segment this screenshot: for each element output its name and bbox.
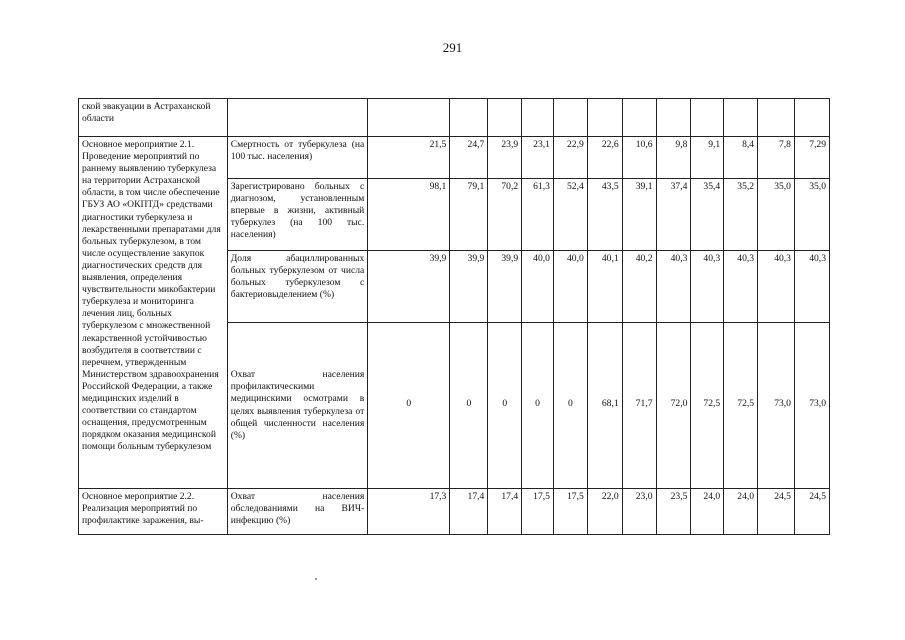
value-cell [522,99,554,137]
value-cell: 17,4 [488,489,522,535]
value-cell: 39,9 [368,251,450,323]
value-cell: 7,8 [758,137,795,179]
value-cell: 35,0 [758,179,795,251]
scan-speck [315,578,317,580]
value-cell: 40,0 [553,251,587,323]
value-cell: 22,9 [553,137,587,179]
value-cell: 23,0 [622,489,656,535]
value-cell: 24,0 [691,489,724,535]
value-cell: 8,4 [724,137,758,179]
value-cell: 73,0 [794,323,829,489]
value-cell: 24,5 [794,489,829,535]
indicator-table [78,98,830,535]
value-cell: 9,1 [691,137,724,179]
value-cell: 40,3 [758,251,795,323]
value-cell: 22,6 [587,137,622,179]
value-cell: 35,2 [724,179,758,251]
value-cell: 40,3 [656,251,691,323]
table-row [79,137,830,179]
indicator-cell [227,99,368,137]
indicator-cell: Зарегистрировано больных с диагнозом, установленным впервые в жизни, активный туберкулез (на 100 тыс. населения) [227,179,368,251]
value-cell: 0 [368,323,450,489]
value-cell [691,99,724,137]
value-cell [794,99,829,137]
value-cell: 0 [450,323,488,489]
value-cell: 40,3 [794,251,829,323]
indicator-cell: Доля абациллированных больных туберкулезом от числа больных туберкулезом с бактериовыделением (%) [227,251,368,323]
value-cell: 17,3 [368,489,450,535]
value-cell [553,99,587,137]
value-cell: 0 [553,323,587,489]
value-cell: 72,5 [724,323,758,489]
value-cell: 35,4 [691,179,724,251]
value-cell: 68,1 [587,323,622,489]
value-cell: 17,5 [522,489,554,535]
indicator-cell: Охват населения обследованиями на ВИЧ-инфекцию (%) [227,489,368,535]
value-cell: 39,9 [450,251,488,323]
value-cell: 10,6 [622,137,656,179]
value-cell: 72,5 [691,323,724,489]
value-cell: 39,9 [488,251,522,323]
value-cell: 72,0 [656,323,691,489]
value-cell [758,99,795,137]
value-cell [450,99,488,137]
table-row [79,99,830,137]
value-cell: 40,3 [724,251,758,323]
value-cell: 40,0 [522,251,554,323]
value-cell: 17,4 [450,489,488,535]
value-cell: 24,7 [450,137,488,179]
value-cell: 17,5 [553,489,587,535]
value-cell: 39,1 [622,179,656,251]
value-cell: 52,4 [553,179,587,251]
value-cell: 0 [522,323,554,489]
value-cell: 21,5 [368,137,450,179]
value-cell: 43,5 [587,179,622,251]
value-cell: 7,29 [794,137,829,179]
page-number: 291 [442,40,463,55]
table-row [79,489,830,535]
value-cell: 23,1 [522,137,554,179]
value-cell: 24,0 [724,489,758,535]
value-cell: 98,1 [368,179,450,251]
value-cell [656,99,691,137]
value-cell: 70,2 [488,179,522,251]
value-cell: 23,5 [656,489,691,535]
value-cell [488,99,522,137]
measure-cell: Основное мероприятие 2.2. Реализация мероприятий по профилактике заражения, вы- [79,489,228,535]
value-cell [724,99,758,137]
value-cell: 0 [488,323,522,489]
value-cell: 71,7 [622,323,656,489]
value-cell: 61,3 [522,179,554,251]
measure-cell: ской эвакуации в Астраханской области [79,99,228,137]
value-cell: 40,3 [691,251,724,323]
value-cell [368,99,450,137]
value-cell: 9,8 [656,137,691,179]
value-cell [587,99,622,137]
value-cell: 40,2 [622,251,656,323]
indicator-cell: Охват населения профилактическими медицинскими осмотрами в целях выявления туберкулеза от общей численности населения (%) [227,323,368,489]
value-cell: 37,4 [656,179,691,251]
value-cell [622,99,656,137]
value-cell: 23,9 [488,137,522,179]
measure-cell: Основное мероприятие 2.1. Проведение мероприятий по раннему выявлению туберкулеза на территории Астраханской области, в том числе обеспечение ГБУЗ АО «ОКПТД» средствами диагностики туберкулеза и лекарственными препаратами для больных туберкулезом, в том числе осуществление закупок диагностических средств для выявления, определения чувствительности микобактерии туберкулеза и мониторинга лечения лиц, больных туберкулезом с множественной лекарственной устойчивостью возбудителя в соответствии с перечнем, утвержденным Министерством здравоохранения Российской Федерации, а также медицинских изделий в соответствии со стандартом оснащения, предусмотренным порядком оказания медицинской помощи больным туберкулезом [79,137,228,489]
value-cell: 35,0 [794,179,829,251]
value-cell: 73,0 [758,323,795,489]
value-cell: 22,0 [587,489,622,535]
value-cell: 24,5 [758,489,795,535]
value-cell: 79,1 [450,179,488,251]
value-cell: 40,1 [587,251,622,323]
indicator-cell: Смертность от туберкулеза (на 100 тыс. населения) [227,137,368,179]
